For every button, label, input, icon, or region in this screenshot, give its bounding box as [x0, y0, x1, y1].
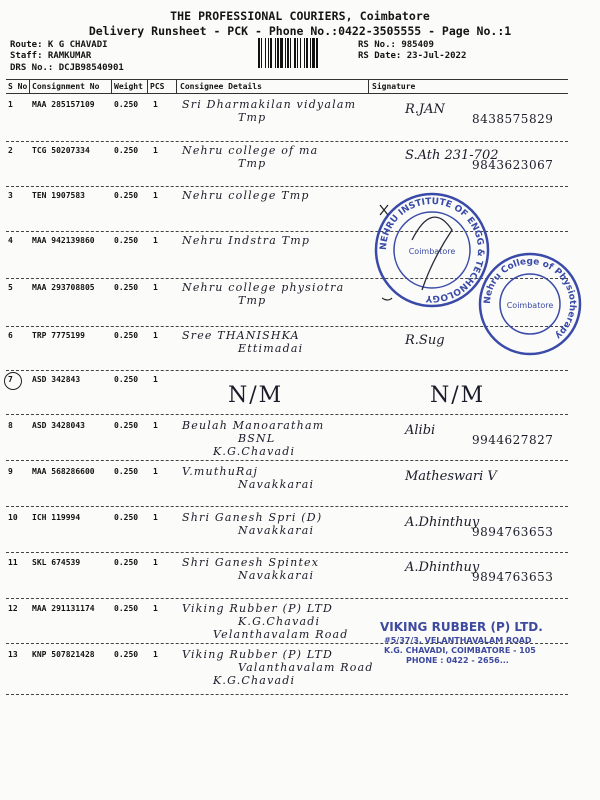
- row-consignment-no: ASD 342843: [32, 375, 81, 384]
- row-consignment-no: ICH 119994: [32, 513, 81, 522]
- row-weight: 0.250: [114, 650, 139, 659]
- physiotherapy-college-stamp: [480, 254, 580, 354]
- col-header-consignee: Consignee Details: [180, 82, 262, 91]
- row-consignee-line: Velanthavalam Road: [213, 628, 349, 641]
- row-signature: A.Dhinthuy: [405, 515, 480, 530]
- row-consignee-line: Ettimadai: [238, 342, 304, 355]
- row-consignee-line: Navakkarai: [238, 478, 315, 491]
- row-weight: 0.250: [114, 421, 139, 430]
- row-consignment-no: ASD 3428043: [32, 421, 85, 430]
- row-sno: 4: [8, 236, 13, 245]
- nehru-stamp-ring-text: NEHRU INSTITUTE OF ENGG & TECHNOLOGY: [378, 196, 486, 304]
- row-pcs: 1: [153, 283, 158, 292]
- viking-stamp-phone: PHONE : 0422 - 2656...: [406, 656, 509, 665]
- row-signature: R.Sug: [405, 333, 445, 348]
- tick-mark: [380, 205, 388, 215]
- row-consignee-line: Shri Ganesh Spri (D): [182, 511, 323, 524]
- row-signature-phone: 9944627827: [472, 433, 554, 447]
- row-consignment-no: TCG 50207334: [32, 146, 90, 155]
- row-signature: N/M: [430, 383, 486, 408]
- row-pcs: 1: [153, 146, 158, 155]
- row-consignee-line: Nehru college of ma: [182, 144, 319, 157]
- row-weight: 0.250: [114, 375, 139, 384]
- row-consignee-line: K.G.Chavadi: [213, 674, 296, 687]
- row-sno: 13: [8, 650, 18, 659]
- row-consignment-no: MAA 568286600: [32, 467, 95, 476]
- row-consignment-no: KNP 507821428: [32, 650, 95, 659]
- row-consignment-no: TEN 1907583: [32, 191, 85, 200]
- row-weight: 0.250: [114, 558, 139, 567]
- col-header-sno: S No: [8, 82, 28, 91]
- row-sno: 8: [8, 421, 13, 430]
- rs-date: RS Date: 23-Jul-2022: [358, 51, 467, 61]
- row-consignee-line: Valanthavalam Road: [238, 661, 374, 674]
- row-consignment-no: MAA 942139860: [32, 236, 95, 245]
- row-signature-phone: 9894763653: [472, 570, 554, 584]
- viking-rubber-stamp: [376, 612, 566, 686]
- college-stamp-center-text: Coimbatore: [506, 301, 554, 310]
- row-pcs: 1: [153, 421, 158, 430]
- tick-mark: [382, 298, 392, 300]
- row-signature-phone: 8438575829: [472, 112, 554, 126]
- row-consignee-line: V.muthuRaj: [182, 465, 259, 478]
- row-consignment-no: MAA 285157109: [32, 100, 95, 109]
- row-signature: R.JAN: [405, 102, 445, 117]
- row-consignee-line: Nehru college Tmp: [182, 189, 310, 202]
- viking-stamp-address-1: #5/37/3, VELANTHAVALAM ROAD: [384, 636, 532, 645]
- row-consignee-line: Viking Rubber (P) LTD: [182, 602, 334, 615]
- row-weight: 0.250: [114, 283, 139, 292]
- company-title: THE PROFESSIONAL COURIERS, Coimbatore: [170, 9, 430, 23]
- rs-number: RS No.: 985409: [358, 40, 434, 50]
- row-weight: 0.250: [114, 191, 139, 200]
- row-consignee-line: K.G.Chavadi: [213, 445, 296, 458]
- row-pcs: 1: [153, 604, 158, 613]
- col-header-weight: Weight: [114, 82, 143, 91]
- row-consignment-no: TRP 7775199: [32, 331, 85, 340]
- row-signature: A.Dhinthuy: [405, 560, 480, 575]
- col-header-pcs: PCS: [150, 82, 165, 91]
- row-sno: 9: [8, 467, 13, 476]
- row-pcs: 1: [153, 331, 158, 340]
- row-sno: 10: [8, 513, 18, 522]
- row-sno: 12: [8, 604, 18, 613]
- drs-label: DRS No.: DCJB98540901: [10, 63, 124, 73]
- college-stamp-ring-text: Nehru College of Physiotherapy: [482, 256, 578, 341]
- viking-stamp-address-2: K.G. CHAVADI, COIMBATORE - 105: [384, 646, 536, 655]
- row-consignee-line: Navakkarai: [238, 524, 315, 537]
- row-consignment-no: MAA 291131174: [32, 604, 95, 613]
- row-consignee-line: Tmp: [238, 111, 267, 124]
- runsheet-subtitle: Delivery Runsheet - PCK - Phone No.:0422-3505555 - Page No.:1: [88, 24, 512, 38]
- row-consignee-line: Nehru Indstra Tmp: [182, 234, 311, 247]
- row-weight: 0.250: [114, 100, 139, 109]
- route-label: Route: K G CHAVADI: [10, 40, 108, 50]
- row-consignee-line: Navakkarai: [238, 569, 315, 582]
- row-consignee-line: N/M: [228, 383, 284, 408]
- row-signature-phone: 9843623067: [472, 158, 554, 172]
- row-sno: 7: [8, 375, 13, 384]
- row-signature-phone: 9894763653: [472, 525, 554, 539]
- staff-label: Staff: RAMKUMAR: [10, 51, 92, 61]
- row-consignee-line: Beulah Manoaratham: [182, 419, 325, 432]
- row-pcs: 1: [153, 513, 158, 522]
- row-pcs: 1: [153, 467, 158, 476]
- row-pcs: 1: [153, 191, 158, 200]
- row-sno: 5: [8, 283, 13, 292]
- row-consignee-line: Sri Dharmakilan vidyalam: [182, 98, 357, 111]
- row-sno: 6: [8, 331, 13, 340]
- row-sno: 1: [8, 100, 13, 109]
- row-weight: 0.250: [114, 467, 139, 476]
- row-signature: Matheswari V: [405, 469, 497, 484]
- row-sno: 2: [8, 146, 13, 155]
- row-consignment-no: MAA 293708805: [32, 283, 95, 292]
- row-pcs: 1: [153, 375, 158, 384]
- row-pcs: 1: [153, 100, 158, 109]
- row-consignee-line: Sree THANISHKA: [182, 329, 300, 342]
- row-signature: Alibi: [405, 423, 436, 438]
- row-consignment-no: SKL 674539: [32, 558, 81, 567]
- nehru-institute-stamp: [376, 194, 488, 306]
- row-consignee-line: Tmp: [238, 294, 267, 307]
- row-weight: 0.250: [114, 236, 139, 245]
- row-weight: 0.250: [114, 331, 139, 340]
- row-consignee-line: K.G.Chavadi: [238, 615, 321, 628]
- row-pcs: 1: [153, 236, 158, 245]
- row-weight: 0.250: [114, 146, 139, 155]
- row-consignee-line: Shri Ganesh Spintex: [182, 556, 320, 569]
- viking-stamp-name: VIKING RUBBER (P) LTD.: [380, 620, 543, 634]
- row-consignee-line: BSNL: [238, 432, 276, 445]
- row-pcs: 1: [153, 558, 158, 567]
- row-pcs: 1: [153, 650, 158, 659]
- row-weight: 0.250: [114, 604, 139, 613]
- col-header-consignment: Consignment No: [32, 82, 100, 91]
- row-sno: 11: [8, 558, 18, 567]
- row-consignee-line: Nehru college physiotra: [182, 281, 345, 294]
- row-sno: 3: [8, 191, 13, 200]
- row-signature: S.Ath 231-702: [405, 148, 499, 163]
- row-consignee-line: Viking Rubber (P) LTD: [182, 648, 334, 661]
- nehru-stamp-center-text: Coimbatore: [408, 247, 456, 256]
- col-header-signature: Signature: [372, 82, 416, 91]
- row-consignee-line: Tmp: [238, 157, 267, 170]
- row-weight: 0.250: [114, 513, 139, 522]
